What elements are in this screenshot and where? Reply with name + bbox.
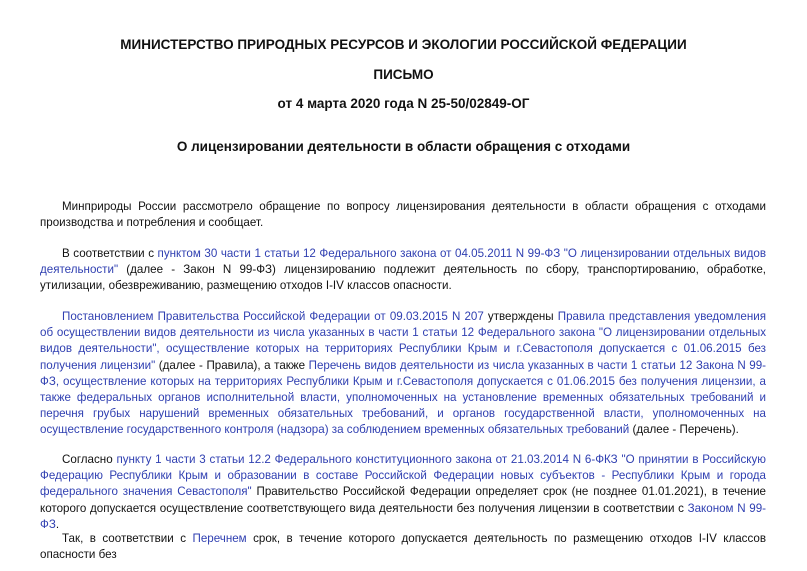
paragraph-1-text: Минприроды России рассмотрело обращение по вопросу лицензирования деятельности в области обращения с отходами производства и потребления и сообщает. — [40, 200, 766, 230]
paragraph-3 — [40, 309, 766, 439]
activity-list-link[interactable]: Перечень видов деятельности из числа указанных в части 1 статьи 12 Закона N 99-ФЗ, осуществление которых на территориях Республики Крым и г.Севастополя допускается с 01.06.2015 без получения лицензии, а также федеральных органов исполнительной власти, уполномоченных на установление временных обязательных требований и перечня грубых нарушений временных обязательных требований, и органов государственной власти, уполномоченных на осуществление государственного контроля (надзора) за соблюдением временных обязательных требований — [40, 358, 767, 437]
paragraph-3-text-2: (далее - Правила), а также — [155, 358, 309, 372]
paragraph-2-text-2: (далее - Закон N 99-ФЗ) лицензированию подлежит деятельность по сбору, транспортированию, обработке, утилизации, обезвреживанию, размещению отходов I-IV классов опасности. — [40, 263, 766, 293]
paragraph-3-text-3: (далее - Перечень). — [629, 423, 739, 437]
constitutional-law-link[interactable]: пункту 1 части 3 статьи 12.2 Федерального конституционного закона от 21.03.2014 N 6-ФКЗ "О принятии в Российскую Федерацию Республики Крым и образовании в составе Российской Федерации новых субъектов - Республики Крым и города федерального значения Севастополя" — [40, 453, 766, 499]
paragraph-5-text-2: срок, в течение которого допускается деятельность по размещению отходов I-IV классов опасности без — [40, 532, 767, 562]
paragraph-2 — [40, 246, 766, 295]
notification-rules-link[interactable]: Правила представления уведомления об осуществлении видов деятельности из числа указанных в части 1 статьи 12 Федерального закона "О лицензировании отдельных видов деятельности", осуществление которых на территориях Республики Крым и г.Севастополя допускается с 01.06.2015 без получения лицензии" — [40, 310, 766, 372]
paragraph-5-text-1: Так, в соответствии с — [62, 532, 193, 545]
law-99fz-link[interactable]: Законом N 99-ФЗ — [40, 501, 766, 531]
paragraph-5 — [40, 531, 766, 563]
paragraph-3-text-1: утверждены — [483, 310, 558, 323]
ministry-heading: МИНИСТЕРСТВО ПРИРОДНЫХ РЕСУРСОВ И ЭКОЛОГИИ РОССИЙСКОЙ ФЕДЕРАЦИИ — [120, 37, 687, 52]
document-type: ПИСЬМО — [373, 67, 434, 82]
paragraph-4 — [40, 452, 766, 533]
paragraph-2-text-1: В соответствии с — [62, 247, 158, 260]
document-subject: О лицензировании деятельности в области обращения с отходами — [176, 139, 631, 154]
law-99fz-article-link[interactable]: пунктом 30 части 1 статьи 12 Федерального закона от 04.05.2011 N 99-ФЗ "О лицензировании отдельных видов деятельности" — [40, 247, 766, 277]
paragraph-4-text-1: Согласно — [62, 453, 117, 466]
paragraph-4-text-2: Правительство Российской Федерации определяет срок (не позднее 01.01.2021), в течение которого допускается осуществление соответствующего вида деятельности без получения лицензии в соответствии с — [40, 485, 766, 515]
paragraph-4-text-3: . — [55, 517, 60, 531]
government-decree-link[interactable]: Постановлением Правительства Российской Федерации от 09.03.2015 N 207 — [62, 310, 484, 323]
date-number: от 4 марта 2020 года N 25-50/02849-ОГ — [277, 96, 530, 111]
list-link[interactable]: Перечнем — [192, 532, 247, 545]
paragraph-1 — [40, 199, 766, 231]
